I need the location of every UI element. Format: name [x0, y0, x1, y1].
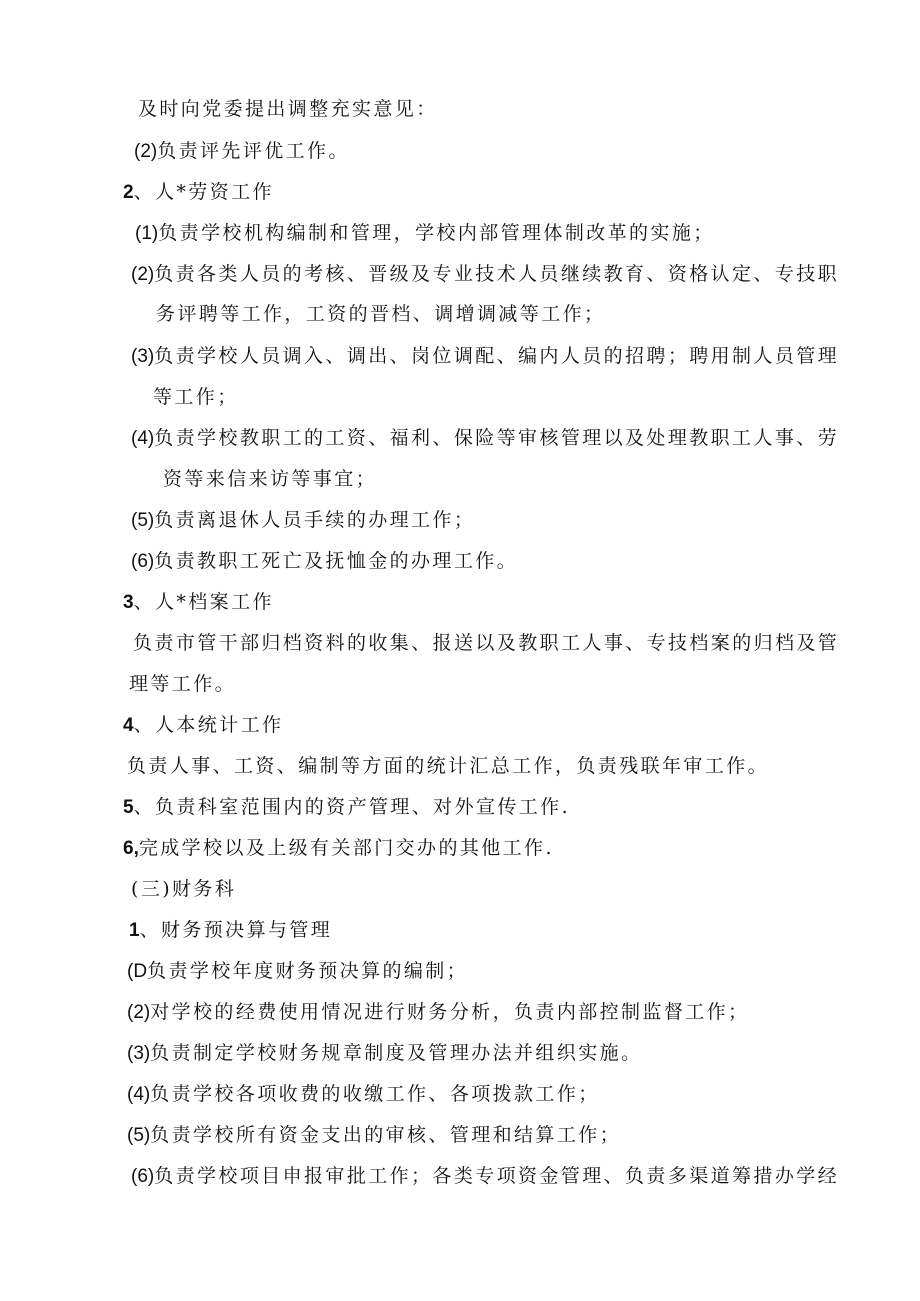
item-number: (D	[127, 961, 148, 982]
list-item	[127, 959, 468, 984]
line-text: 负责学校项目申报审批工作；各类专项资金管理、负责多渠道筹措办学经	[154, 1165, 840, 1187]
item-number: (1)	[135, 223, 159, 244]
line-text: 及时向党委提出调整充实意见：	[138, 98, 438, 120]
line-text: 、人*档案工作	[133, 591, 274, 613]
line-text: 负责市管干部归档资料的收集、报送以及教职工人事、专技档案的归档及管	[133, 632, 840, 654]
line-text: (三)财务科	[131, 878, 237, 900]
line-text: 资等来信来访等事宜；	[163, 468, 378, 490]
item-number: (2)	[127, 1002, 151, 1023]
item-number: (6)	[131, 551, 155, 572]
line-text: 等工作；	[153, 386, 239, 408]
text-line	[133, 631, 839, 655]
line-text: 负责学校机构编制和管理，学校内部管理体制改革的实施；	[158, 222, 715, 244]
list-item	[131, 262, 839, 287]
text-line	[138, 97, 438, 121]
text-line-continuation	[156, 302, 605, 326]
list-item	[131, 508, 475, 533]
list-item	[131, 549, 518, 574]
line-text: 负责各类人员的考核、晋级及专业技术人员继续教育、资格认定、专技职	[154, 263, 840, 285]
line-text: 负责学校所有资金支出的审核、管理和结算工作；	[150, 1124, 622, 1146]
list-item	[127, 1000, 749, 1025]
section-heading	[123, 836, 554, 861]
item-number: (4)	[127, 1084, 151, 1105]
section-number: 3	[123, 592, 134, 613]
text-line-continuation	[129, 672, 236, 696]
list-item	[127, 1082, 600, 1107]
list-item	[135, 221, 715, 246]
line-text: 负责学校年度财务预决算的编制；	[147, 960, 469, 982]
subsection-heading	[131, 877, 236, 901]
section-number: 1	[129, 920, 140, 941]
line-text: 、财务预决算与管理	[139, 919, 333, 941]
item-number: (6)	[131, 1166, 155, 1187]
section-heading	[129, 918, 332, 943]
item-number: (5)	[131, 510, 155, 531]
line-text: 负责评先评优工作。	[157, 140, 350, 162]
section-heading	[123, 590, 274, 615]
item-number: (3)	[127, 1043, 151, 1064]
line-text: 负责离退休人员手续的办理工作；	[154, 509, 476, 531]
item-number: (3)	[131, 346, 155, 367]
section-number: 6,	[123, 838, 139, 859]
line-text: 负责学校教职工的工资、福利、保险等审核管理以及处理教职工人事、劳	[154, 427, 840, 449]
item-number: (5)	[127, 1125, 151, 1146]
line-text: 对学校的经费使用情况进行财务分析，负责内部控制监督工作；	[150, 1001, 750, 1023]
section-heading	[123, 180, 274, 205]
text-line-continuation	[153, 385, 239, 409]
line-text: 负责教职工死亡及抚恤金的办理工作。	[154, 550, 519, 572]
list-item	[127, 1041, 642, 1066]
line-text: 理等工作。	[129, 673, 237, 695]
line-text: 负责人事、工资、编制等方面的统计汇总工作，负责残联年审工作。	[127, 755, 770, 777]
line-text: 、人*劳资工作	[133, 181, 274, 203]
line-text: 负责制定学校财务规章制度及管理办法并组织实施。	[150, 1042, 643, 1064]
line-text: 完成学校以及上级有关部门交办的其他工作.	[138, 837, 554, 859]
line-text: 、负责科室范围内的资产管理、对外宣传工作.	[133, 796, 571, 818]
section-number: 2	[123, 182, 134, 203]
list-item	[131, 344, 839, 369]
list-item	[131, 426, 839, 451]
list-item	[127, 1123, 621, 1148]
item-number: (4)	[131, 428, 155, 449]
section-heading	[123, 713, 283, 738]
line-text: 负责学校各项收费的收缴工作、各项拨款工作；	[150, 1083, 600, 1105]
line-text: 负责学校人员调入、调出、岗位调配、编内人员的招聘；聘用制人员管理	[154, 345, 840, 367]
list-item	[134, 139, 350, 164]
item-number: (2)	[131, 264, 155, 285]
text-line	[127, 754, 769, 778]
list-item	[131, 1164, 839, 1189]
line-text: 、人本统计工作	[133, 714, 284, 736]
item-number: (2)	[134, 141, 158, 162]
text-line-continuation	[163, 467, 377, 491]
section-number: 4	[123, 715, 134, 736]
line-text: 务评聘等工作，工资的晋档、调增调减等工作；	[156, 303, 606, 325]
section-number: 5	[123, 797, 134, 818]
section-heading	[123, 795, 570, 820]
